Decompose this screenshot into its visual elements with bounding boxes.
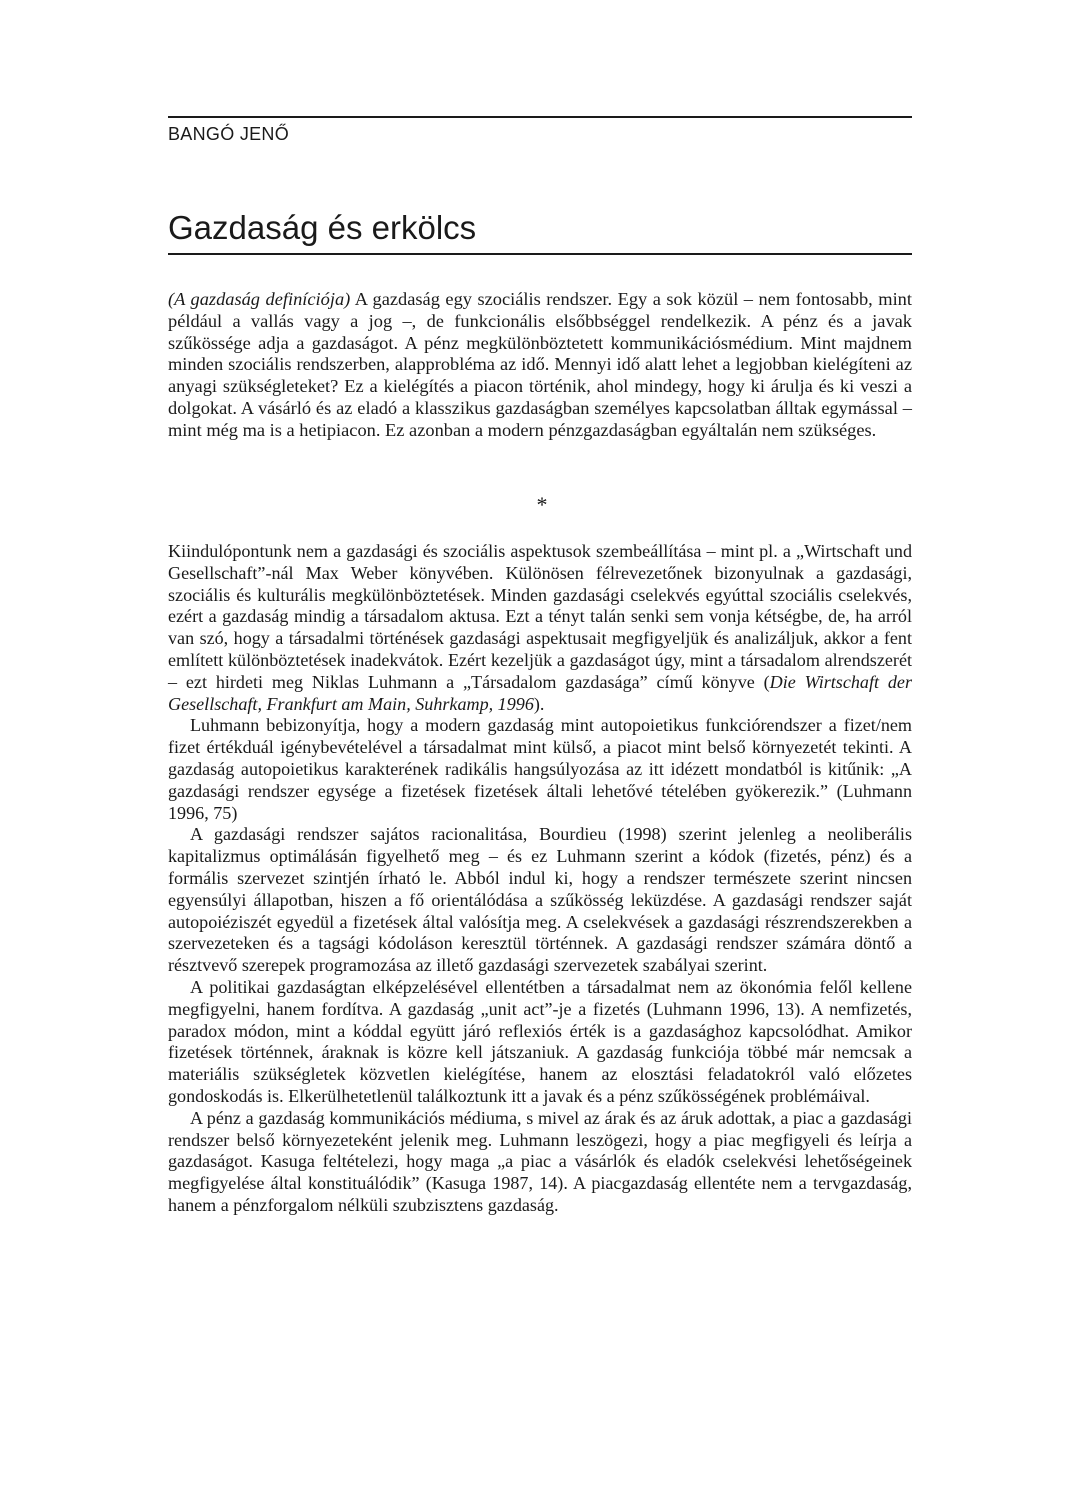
title-rule xyxy=(168,253,912,255)
paragraph-5: A pénz a gazdaság kommunikációs médiuma, s mivel az árak és az áruk adottak, a piac a gazdasági rendszer belső környezeteként jelenik meg. Luhmann leszögezi, hogy a piac megfigyeli és leírja a gazdaságot. Kasuga feltételezi, hogy maga „a piac a vásárlók és eladók cselekvési lehetőségeinek megfigyelése által konstituálódik” (Kasuga 1987, 14). A piacgazdaság ellentéte nem a tervgazdaság, hanem a pénzforgalom nélküli szubzisztens gazdaság. xyxy=(168,1107,912,1215)
paragraph-1-text: Kiindulópontunk nem a gazdasági és szociális aspektusok szembeállítása – mint pl. a „Wirtschaft und Gesellschaft”-nál Max Weber könyvében. Különösen félrevezetőnek bizonyulnak a gazdasági, szociális és kulturális megkülönböztetések. Minden gazdasági cselekvés egyúttal szociális cselekvés, ezért a gazdaság mindig a társadalom aktusa. Ezt a tényt talán senki sem vonja kétségbe, de, ha arról van szó, hogy a társadalmi történések gazdasági aspektusait megfigyeljük és analizáljuk, akkor a fent említett különböztetések inadekvátok. Ezért kezeljük a gazdaságot úgy, mint a társadalom alrendszerét – ezt hirdeti meg Niklas Luhmann a „Társadalom gazdasága” című könyve ( xyxy=(168,541,912,692)
article-title: Gazdaság és erkölcs xyxy=(168,209,477,246)
paragraph-1 xyxy=(168,541,912,715)
paragraph-1-end: ). xyxy=(533,693,545,714)
book-citation: Die Wirtschaft der Gesellschaft, Frankfurt am Main, Suhrkamp, 1996 xyxy=(168,671,912,714)
article-body xyxy=(168,541,912,1217)
abstract xyxy=(168,289,912,442)
paragraph-3: A gazdasági rendszer sajátos racionalitása, Bourdieu (1998) szerint jelenleg a neoliberális kapitalizmus optimálásán figyelhető meg – és ez Luhmann szerint a kódok (fizetés, pénz) és a formális szervezet szintjén írható le. Abból indul ki, hogy a rendszer természete szerint nincsen egyensúlyi állapotban, hiszen a fő orientálódása a szűkösség leküzdése. A gazdasági rendszer saját autopoiéziszét egyedül a fizetések által valósítja meg. A cselekvések a gazdasági részrendszerekben a szervezeteken és a tagsági kódoláson keresztül történnek. A gazdasági rendszer számára döntő a résztvevő szerepek programozása az illető gazdasági szervezetek szabályai szerint. xyxy=(168,824,912,976)
paragraph-2: Luhmann bebizonyítja, hogy a modern gazdaság mint autopoietikus funkciórendszer a fizet/nem fizet értékduál igénybevételével a társadalmat mint külső, a piacot mint belső környezetét tekinti. A gazdaság autopoietikus karakterének radikális hangsúlyozása az itt idézett mondatból is kitűnik: „A gazdasági rendszer egysége a fizetések fizetések általi lehetővé tételében gyökerezik.” (Luhmann 1996, 75) xyxy=(168,715,912,823)
abstract-paragraph xyxy=(168,289,912,442)
paragraph-4: A politikai gazdaságtan elképzelésével ellentétben a társadalmat nem az ökonómia felől kellene megfigyelni, hanem fordítva. A gazdaság „unit act”-je a fizetés (Luhmann 1996, 13). A nemfizetés, paradox módon, mint a kóddal együtt járó reflexiós érték is a gazdasághoz kapcsolódhat. Amikor fizetések történnek, áraknak is közre kell játszaniuk. A gazdaság funkciója többé már nemcsak a materiális szükségletek közvetlen kielégítése, hanem az elosztási feladatokról való előzetes gondoskodás is. Elkerülhetetlenül találkoztunk itt a javak és a pénz szűkösségének problémáival. xyxy=(168,976,912,1106)
top-rule xyxy=(168,116,912,118)
section-separator: * xyxy=(536,492,548,517)
author-name: BANGÓ JENŐ xyxy=(168,124,290,144)
abstract-text: A gazdaság egy szociális rendszer. Egy a sok közül – nem fontosabb, mint például a vallás vagy a jog –, de funkcionális elsőbbséggel rendelkezik. A pénz és a javak szűkössége adja a gazdaságot. A pénz megkülönböztetett kommunikációsmédium. Mint majdnem minden szociális rendszerben, alapprobléma az idő. Mennyi idő alatt lehet a legjobban kielégíteni az anyagi szükségleteket? Ez a kielégítés a piacon történik, ahol mindegy, hogy ki árulja és ki veszi a dolgokat. A vásárló és az eladó a klasszikus gazdaságban személyes kapcsolatban álltak egymással – mint még ma is a hetipiacon. Ez azonban a modern pénzgazdaságban egyáltalán nem szükséges. xyxy=(168,289,912,440)
abstract-lead: (A gazdaság definíciója) xyxy=(168,289,351,309)
